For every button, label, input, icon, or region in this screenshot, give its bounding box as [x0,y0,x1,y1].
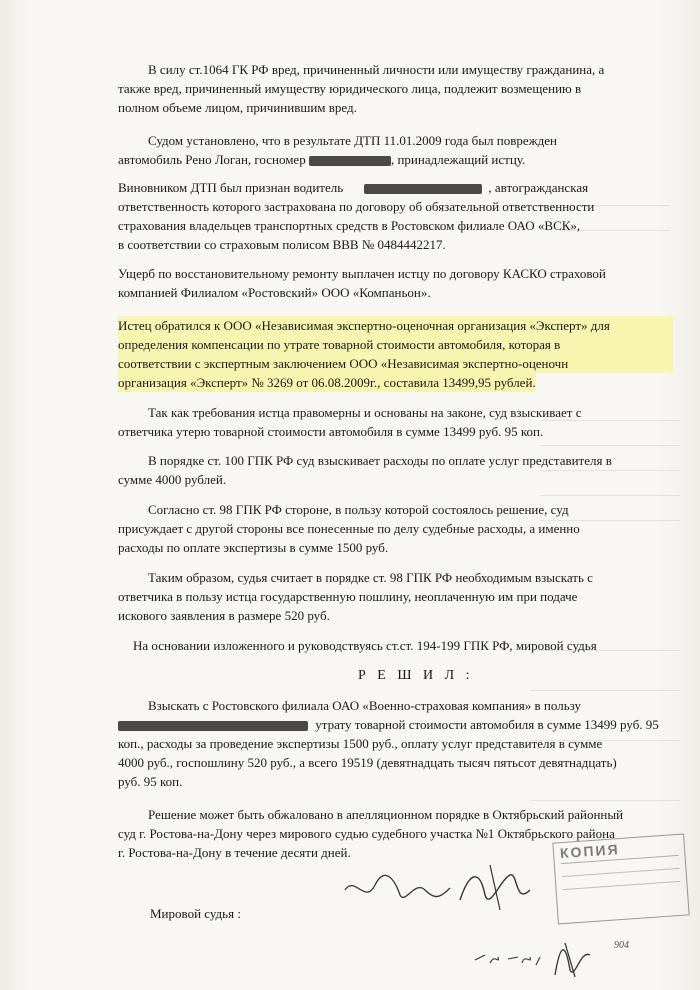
text-line: соответствии с экспертным заключением ООО «Независимая экспертно-оценочн [118,354,673,373]
text-line: Таким образом, судья считает в порядке ст. 98 ГПК РФ необходимым взыскать с [148,570,593,585]
text-line: сумме 4000 рублей. [118,472,227,487]
paragraph-expert [118,316,673,392]
paragraph-kasko [118,264,673,302]
text-line: также вред, причиненный имуществу юридического лица, подлежит возмещению в [118,81,582,96]
text-fragment: утрату товарной стоимости автомобиля в сумме 13499 руб. 95 [315,717,659,732]
text-line: определения компенсации по утрате товарной стоимости автомобиля, которая в [118,335,673,354]
copy-stamp [552,833,689,924]
text-line: в соответствии со страховым полисом ВВВ № 0484442217. [118,237,446,252]
text-line: организация «Эксперт» № 3269 от 06.08.2009г., составила 13499,95 рублей. [118,375,536,390]
text-line: Согласно ст. 98 ГПК РФ стороне, в пользу которой состоялось решение, суд [148,502,569,517]
text-line: Решение может быть обжаловано в апелляционном порядке в Октябрьский районный [148,807,624,822]
handwritten-signature [340,860,560,920]
text-line: ответчика в пользу истца государственную пошлину, неоплаченную им при подаче [118,589,578,604]
text-line: Истец обратился к ООО «Независимая экспертно-оценочная организация «Эксперт» для [118,316,673,335]
text-line: Так как требования истца правомерны и основаны на законе, суд взыскивает с [148,405,582,420]
paragraph-grounds [118,636,673,655]
paragraph-culprit [118,178,673,254]
text-line: В силу ст.1064 ГК РФ вред, причиненный личности или имуществу гражданина, а [148,62,605,77]
text-line: Ущерб по восстановительному ремонту выплачен истцу по договору КАСКО страховой [118,266,606,281]
text-line: присуждает с другой стороны все понесенные по делу судебные расходы, а именно [118,521,580,536]
page-number: 904 [614,940,629,951]
text-line: коп., расходы за проведение экспертизы 1500 руб., оплату услуг представителя в сумме [118,736,603,751]
text-line: г. Ростова-на-Дону в течение десяти дней. [118,845,351,860]
text-line: ответственность которого застрахована по договору об обязательной ответственности [118,199,595,214]
redacted-plate [309,156,391,166]
paragraph-state-duty [118,568,673,625]
paragraph-damage-law [118,60,673,117]
text-line: Виновником ДТП был признан водитель , автогражданская [118,180,589,195]
text-line: Взыскать с Ростовского филиала ОАО «Военно-страховая компания» в пользу [148,698,581,713]
text-line: 4000 руб., госпошлину 520 руб., а всего 19519 (девятнадцать тысяч пятьсот девятнадцать) [118,755,617,770]
decision-heading: Р Е Ш И Л : [358,668,474,683]
text-line: компанией Филиалом «Ростовский» ООО «Компаньон». [118,285,431,300]
text-line: Судом установлено, что в результате ДТП 11.01.2009 года был поврежден [148,133,557,148]
text-line: страхования владельцев транспортных средств в Ростовском филиале ОАО «ВСК», [118,218,581,233]
text-line: полном объеме лицом, причинившим вред. [118,100,357,115]
text-line: автомобиль Рено Логан, госномер , принадлежащий истцу. [118,152,526,167]
paragraph-accident [118,131,673,169]
text-line: ответчика утерю товарной стоимости автомобиля в сумме 13499 руб. 95 коп. [118,424,544,439]
text-line: расходы по оплате экспертизы в сумме 1500 руб. [118,540,389,555]
text-line [118,715,673,734]
handwritten-date [470,935,610,980]
stamp-text: КОПИЯ [559,841,621,862]
text-fragment: автомобиль Рено Логан, госномер [118,152,306,167]
text-line: суд г. Ростова-на-Дону через мирового судью судебного участка №1 Октябрьского района [118,826,615,841]
judge-signature-label: Мировой судья : [150,906,241,921]
text-line: руб. 95 коп. [118,774,183,789]
text-line: На основании изложенного и руководствуясь ст.ст. 194-199 ГПК РФ, мировой судья [133,638,597,653]
text-fragment: Виновником ДТП был признан водитель [118,180,344,195]
paragraph-ruling [118,696,673,791]
text-fragment: автогражданская [494,180,589,195]
paragraph-claim-lawful [118,403,673,441]
redacted-name [118,721,308,731]
redacted-name [364,184,482,194]
text-line: В порядке ст. 100 ГПК РФ суд взыскивает расходы по оплате услуг представителя в [148,453,612,468]
paragraph-court-costs [118,500,673,557]
paragraph-representative-costs [118,451,673,489]
text-line: искового заявления в размере 520 руб. [118,608,330,623]
text-fragment: принадлежащий истцу. [397,152,526,167]
